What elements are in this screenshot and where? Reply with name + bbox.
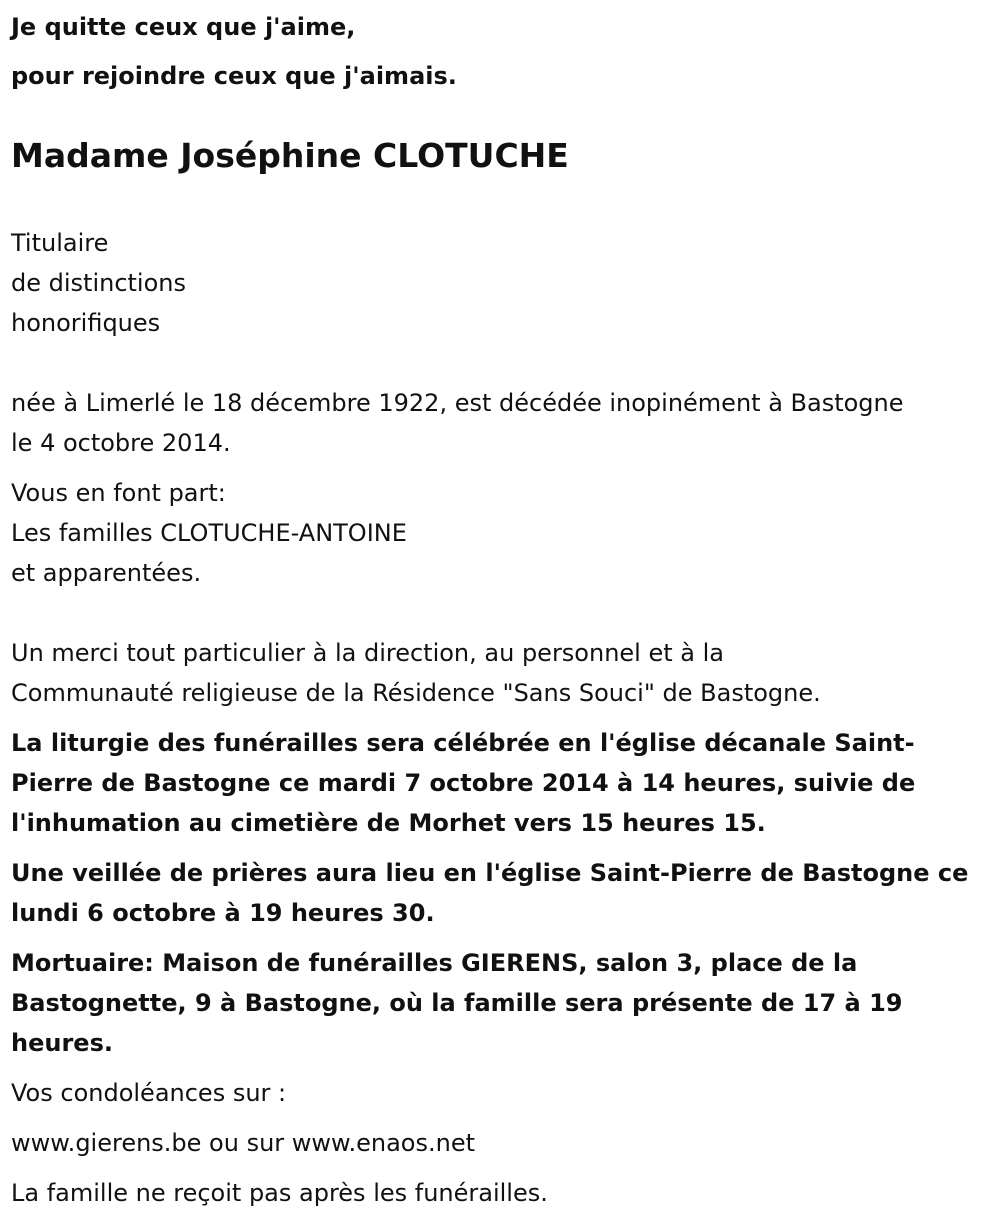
epigraph-line-2: pour rejoindre ceux que j'aimais.	[11, 62, 457, 90]
vigil-line-1: Une veillée de prières aura lieu en l'église Saint-Pierre de Bastogne ce	[11, 859, 969, 887]
funeral-line-3: l'inhumation au cimetière de Morhet vers 15 heures 15.	[11, 809, 766, 837]
mortuary-line-2: Bastognette, 9 à Bastogne, où la famille sera présente de 17 à 19	[11, 989, 903, 1017]
announcement-line-2: Les familles CLOTUCHE-ANTOINE	[11, 519, 407, 547]
thanks-line-2: Communauté religieuse de la Résidence "Sans Souci" de Bastogne.	[11, 679, 821, 707]
thanks-line-1: Un merci tout particulier à la direction, au personnel et à la	[11, 639, 724, 667]
distinction-line-1: Titulaire	[11, 229, 109, 257]
distinction-line-2: de distinctions	[11, 269, 186, 297]
birth-death-line-1: née à Limerlé le 18 décembre 1922, est décédée inopinément à Bastogne	[11, 389, 904, 417]
announcement-line-3: et apparentées.	[11, 559, 202, 587]
birth-death-line-2: le 4 octobre 2014.	[11, 429, 231, 457]
vigil-line-2: lundi 6 octobre à 19 heures 30.	[11, 899, 435, 927]
closing-note: La famille ne reçoit pas après les funérailles.	[11, 1179, 548, 1207]
funeral-line-2: Pierre de Bastogne ce mardi 7 octobre 2014 à 14 heures, suivie de	[11, 769, 916, 797]
mortuary-line-1: Mortuaire: Maison de funérailles GIERENS, salon 3, place de la	[11, 949, 858, 977]
deceased-name: Madame Joséphine CLOTUCHE	[11, 136, 569, 175]
condolences-links: www.gierens.be ou sur www.enaos.net	[11, 1129, 475, 1157]
epigraph-line-1: Je quitte ceux que j'aime,	[11, 13, 356, 41]
mortuary-line-3: heures.	[11, 1029, 113, 1057]
announcement-line-1: Vous en font part:	[11, 479, 226, 507]
condolences-label: Vos condoléances sur :	[11, 1079, 287, 1107]
funeral-line-1: La liturgie des funérailles sera célébrée en l'église décanale Saint-	[11, 729, 915, 757]
distinction-line-3: honorifiques	[11, 309, 161, 337]
